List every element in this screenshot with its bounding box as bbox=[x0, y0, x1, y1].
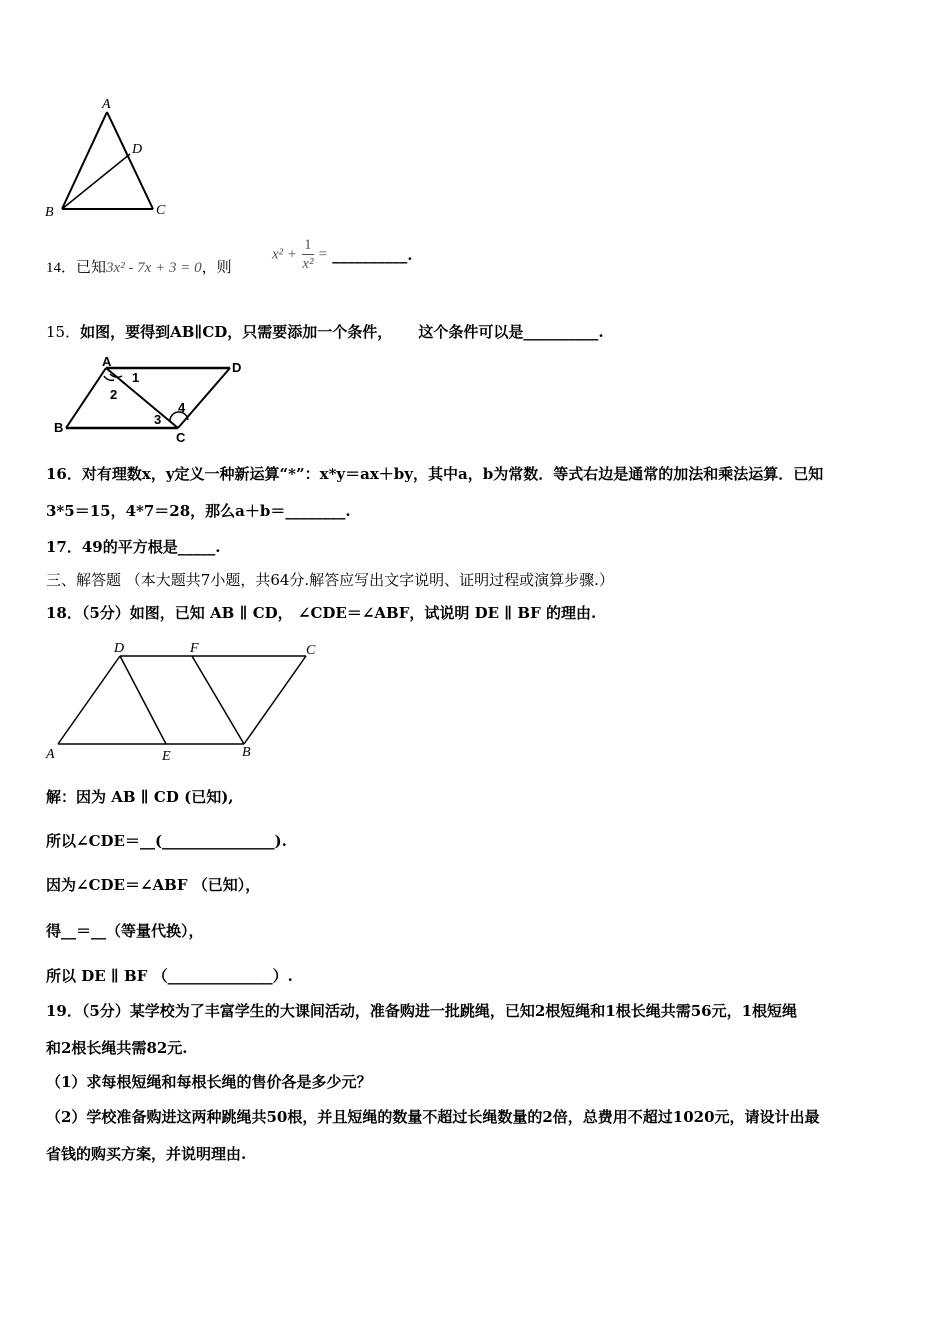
q15-number: 15． bbox=[46, 323, 81, 341]
fig2-label-1: 1 bbox=[132, 370, 140, 385]
question-19-part-1: （1）求每根短绳和每根长绳的售价各是多少元？ bbox=[46, 1073, 372, 1091]
q15-text2: 这个条件可以是__________. bbox=[418, 323, 604, 341]
triangle-abd-figure bbox=[40, 92, 180, 222]
q14-end: . bbox=[407, 246, 413, 264]
fig3-label-b: B bbox=[242, 745, 251, 760]
question-17: 17．49的平方根是_____. bbox=[46, 538, 221, 556]
q14-frac-num: 1 bbox=[304, 237, 312, 253]
question-14 bbox=[46, 256, 232, 277]
q18-solution-line-2: 所以∠CDE＝__(_______________). bbox=[46, 832, 287, 850]
fig2-label-4: 4 bbox=[178, 400, 186, 415]
q18-solution-line-5: 所以 DE ∥ BF （______________）. bbox=[46, 967, 293, 985]
question-18: 18．（5分）如图，已知 AB ∥ CD， ∠CDE＝∠ABF，试说明 DE ∥ BF 的理由. bbox=[46, 604, 597, 622]
fig2-label-c: C bbox=[176, 430, 186, 445]
question-19-part-2-line-1: （2）学校准备购进这两种跳绳共50根，并且短绳的数量不超过长绳数量的2倍，总费用不超过1020元，请设计出最 bbox=[46, 1108, 820, 1126]
q14-number: 14． bbox=[46, 260, 77, 276]
q14-expr-eq: = bbox=[318, 246, 328, 263]
q14-frac-den: x² bbox=[302, 256, 314, 272]
q14-expr-left: x² + bbox=[272, 246, 298, 263]
q14-mid: ，则 bbox=[201, 258, 232, 276]
fig3-label-e: E bbox=[162, 749, 171, 764]
q18-solution-line-4: 得__＝__（等量代换）， bbox=[46, 922, 204, 940]
fig1-label-d: D bbox=[132, 142, 143, 157]
fig3-label-a: A bbox=[46, 747, 55, 762]
question-15 bbox=[46, 321, 604, 342]
fig2-label-3: 3 bbox=[154, 412, 162, 427]
fig1-label-c: C bbox=[156, 203, 166, 218]
question-19-part-2-line-2: 省钱的购买方案，并说明理由. bbox=[46, 1145, 247, 1163]
q18-solution-line-3: 因为∠CDE＝∠ABF （已知）， bbox=[46, 876, 261, 894]
parallel-lines-figure bbox=[40, 636, 330, 766]
question-16-line-1: 16．对有理数x，y定义一种新运算“*”：x*y＝ax＋by，其中a，b为常数．等式右边是通常的加法和乘法运算．已知 bbox=[46, 465, 824, 483]
q14-blank: __________ bbox=[332, 246, 408, 264]
fig2-label-d: D bbox=[232, 360, 242, 375]
fig3-label-c: C bbox=[306, 643, 316, 658]
question-19-line-1: 19．（5分）某学校为了丰富学生的大课间活动，准备购进一批跳绳，已知2根短绳和1根长绳共需56元，1根短绳 bbox=[46, 1002, 798, 1020]
q14-equation: 3x² - 7x + 3 = 0 bbox=[106, 260, 202, 276]
fig2-label-b: B bbox=[54, 420, 64, 435]
fig1-label-a: A bbox=[102, 97, 111, 112]
fig3-label-d: D bbox=[114, 641, 125, 656]
q14-fraction bbox=[302, 237, 314, 273]
section-3-heading: 三、解答题 （本大题共7小题，共64分.解答应写出文字说明、证明过程或演算步骤.） bbox=[46, 571, 614, 589]
question-16-line-2: 3*5＝15，4*7＝28，那么a＋b＝________. bbox=[46, 502, 351, 520]
question-19-line-2: 和2根长绳共需82元. bbox=[46, 1039, 188, 1057]
q14-expression bbox=[272, 237, 413, 273]
fig2-label-2: 2 bbox=[110, 387, 118, 402]
q18-solution-line-1: 解：因为 AB ∥ CD (已知), bbox=[46, 788, 234, 806]
fig1-label-b: B bbox=[45, 205, 54, 220]
parallelogram-figure bbox=[50, 354, 250, 446]
fig2-label-a: A bbox=[102, 354, 112, 369]
q14-prefix: 已知 bbox=[76, 258, 107, 276]
fig3-label-f: F bbox=[190, 641, 199, 656]
q15-text: 如图，要得到AB∥CD，只需要添加一个条件， bbox=[80, 323, 393, 341]
